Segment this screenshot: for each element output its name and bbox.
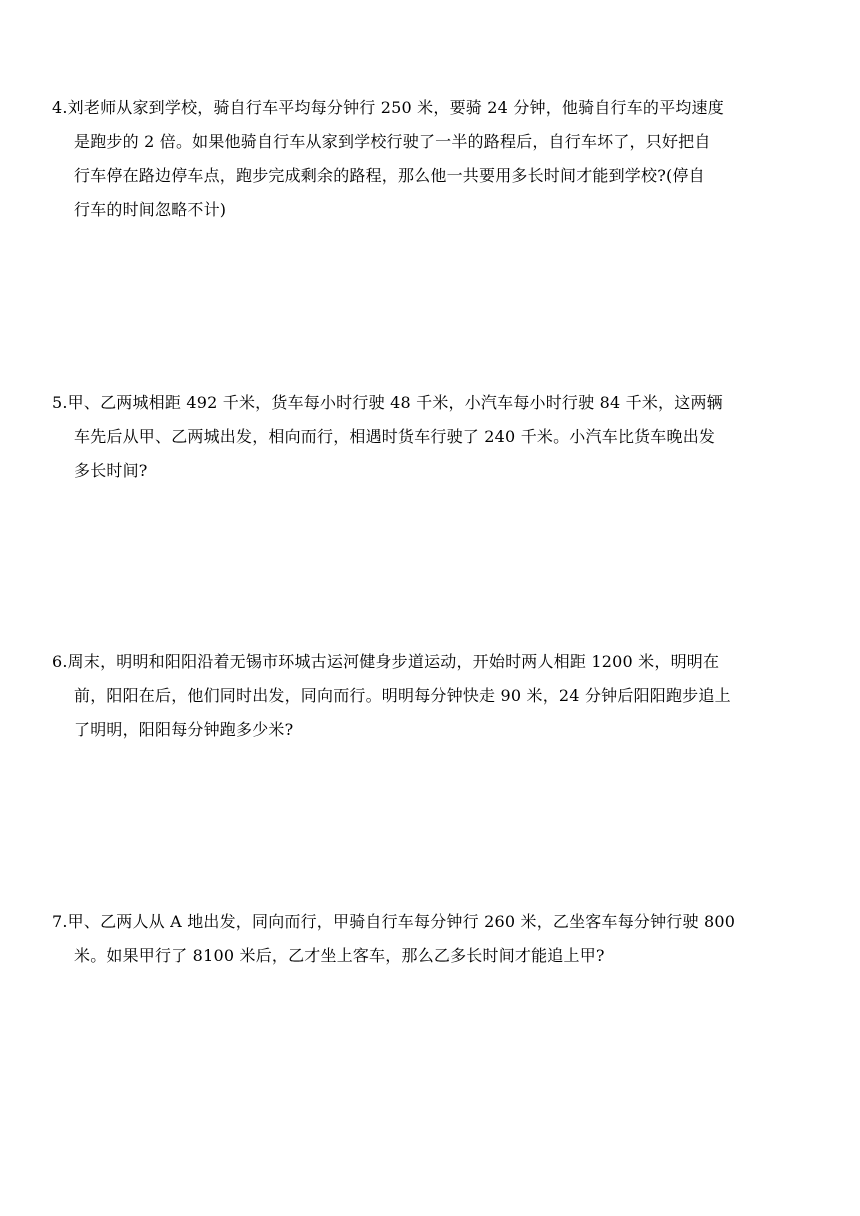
problem-text: 刘老师从家到学校，骑自行车平均每分钟行 250 米，要骑 24 分钟，他骑自行车的平均速度 (67, 98, 724, 117)
problem-4 (52, 91, 772, 227)
problem-text: 周末，明明和阳阳沿着无锡市环城古运河健身步道运动，开始时两人相距 1200 米，明明在 (67, 652, 720, 671)
problem-text: 甲、乙两人从 A 地出发，同向而行，甲骑自行车每分钟行 260 米，乙坐客车每分钟行驶 800 (67, 912, 736, 931)
problem-7 (52, 905, 772, 973)
problem-line: 行车停在路边停车点，跑步完成剩余的路程，那么他一共要用多长时间才能到学校?(停自 (74, 166, 705, 185)
problem-line: 行车的时间忽略不计) (74, 200, 227, 219)
problem-line (52, 386, 772, 420)
problem-number: 7. (52, 912, 68, 931)
problem-line: 多长时间? (74, 461, 148, 480)
problem-line: 车先后从甲、乙两城出发，相向而行，相遇时货车行驶了 240 千米。小汽车比货车晚出发 (74, 427, 716, 446)
problem-number: 5. (52, 393, 68, 412)
problem-line: 米。如果甲行了 8100 米后，乙才坐上客车，那么乙多长时间才能追上甲? (74, 946, 605, 965)
problem-line (52, 905, 772, 939)
problem-text: 甲、乙两城相距 492 千米，货车每小时行驶 48 千米，小汽车每小时行驶 84 千米，这两辆 (67, 393, 723, 412)
problem-line: 前，阳阳在后，他们同时出发，同向而行。明明每分钟快走 90 米，24 分钟后阳阳跑步追上 (74, 686, 731, 705)
problem-line (52, 91, 772, 125)
problem-line: 了明明，阳阳每分钟跑多少米? (74, 720, 294, 739)
problem-number: 6. (52, 652, 68, 671)
problem-line: 是跑步的 2 倍。如果他骑自行车从家到学校行驶了一半的路程后，自行车坏了，只好把自 (74, 132, 711, 151)
problem-line (52, 645, 772, 679)
problem-5 (52, 386, 772, 488)
problem-6 (52, 645, 772, 747)
problem-number: 4. (52, 98, 68, 117)
